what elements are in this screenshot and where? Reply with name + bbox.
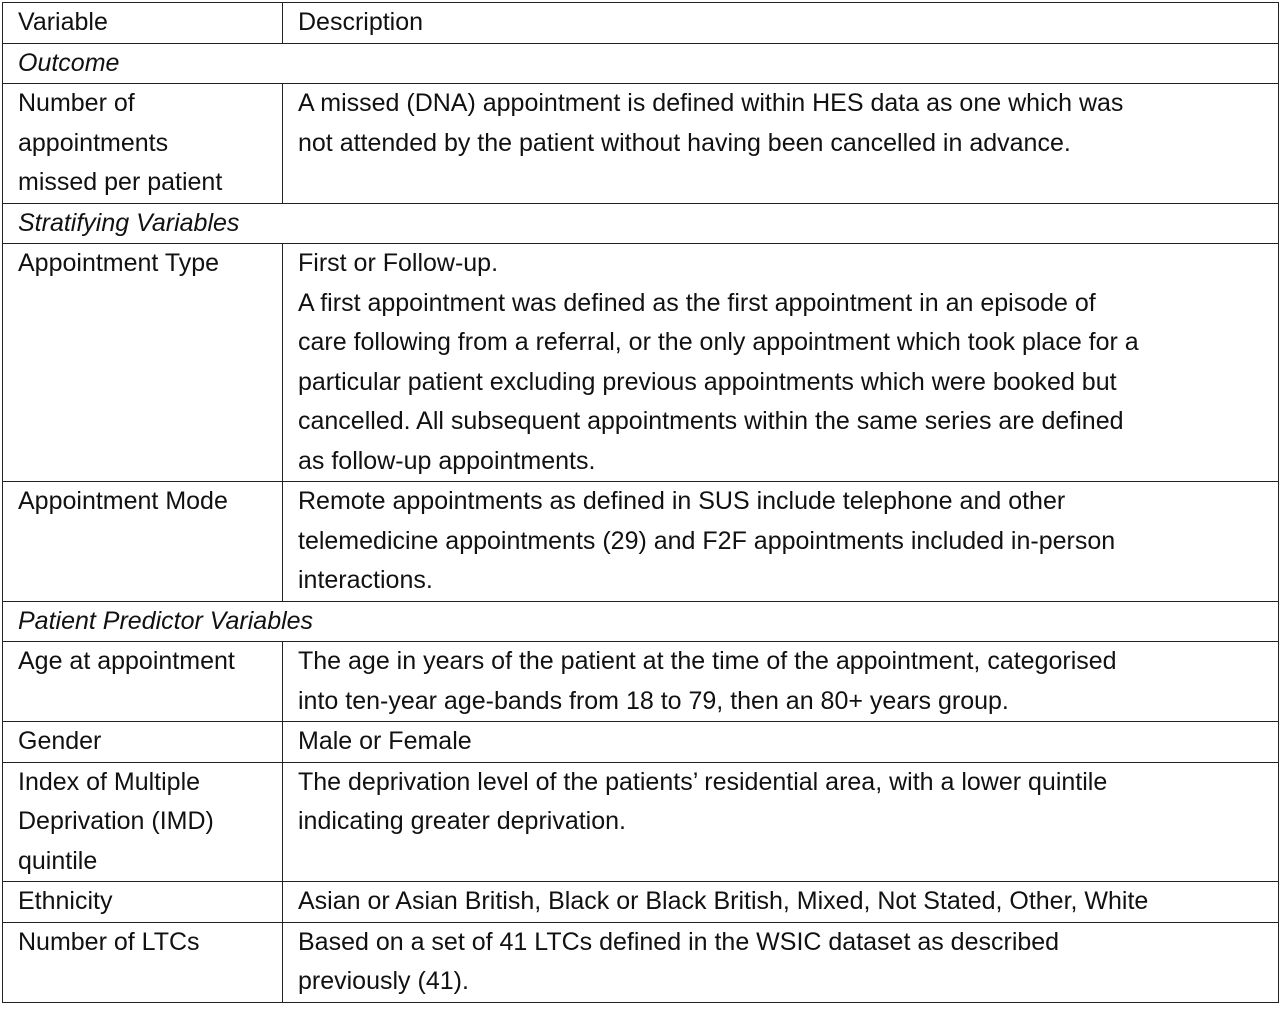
description-line: as follow-up appointments. [298, 446, 596, 475]
description-cell [283, 482, 1279, 602]
section-row-stratifying [3, 203, 1279, 244]
variable-cell: Appointment Type [3, 244, 283, 482]
variable-cell: Gender [3, 722, 283, 763]
variable-line: quintile [18, 846, 98, 875]
table-row-missed [3, 84, 1279, 204]
description-line: particular patient excluding previous appointments which were booked but [298, 367, 1117, 396]
variable-line: Index of Multiple [18, 767, 201, 796]
description-cell: Male or Female [283, 722, 1279, 763]
table-row-appointment-type [3, 244, 1279, 482]
table-row-imd [3, 762, 1279, 882]
header-variable: Variable [3, 3, 283, 44]
section-patient: Patient Predictor Variables [3, 601, 1279, 642]
description-line: cancelled. All subsequent appointments within the same series are defined [298, 407, 1124, 435]
variable-line: Number of [18, 89, 135, 117]
description-line: previously (41). [298, 967, 469, 995]
section-outcome: Outcome [3, 43, 1279, 84]
variable-cell: Number of LTCs [3, 922, 283, 1002]
variable-cell: Appointment Mode [3, 482, 283, 602]
description-line: interactions. [298, 566, 433, 594]
description-line: indicating greater deprivation. [298, 807, 626, 835]
variable-cell [3, 84, 283, 204]
description-line: not attended by the patient without having been cancelled in advance. [298, 128, 1071, 157]
table-header-row [3, 3, 1279, 44]
description-line: A missed (DNA) appointment is defined within HES data as one which was [298, 89, 1124, 117]
section-stratifying: Stratifying Variables [3, 203, 1279, 244]
description-line: The deprivation level of the patients’ residential area, with a lower quintile [298, 767, 1108, 796]
description-cell [283, 922, 1279, 1002]
section-row-patient [3, 601, 1279, 642]
variable-cell: Age at appointment [3, 642, 283, 722]
description-cell [283, 244, 1279, 482]
description-line: A first appointment was defined as the first appointment in an episode of [298, 288, 1096, 317]
description-line: Based on a set of 41 LTCs defined in the WSIC dataset as described [298, 927, 1060, 956]
description-line: into ten-year age-bands from 18 to 79, then an 80+ years group. [298, 686, 1009, 715]
table-row-gender [3, 722, 1279, 763]
variables-table [2, 2, 1279, 1003]
description-line: Remote appointments as defined in SUS include telephone and other [298, 487, 1066, 515]
description-line: First or Follow-up. [298, 249, 499, 277]
description-line: The age in years of the patient at the time of the appointment, categorised [298, 647, 1117, 675]
table-row-ltcs [3, 922, 1279, 1002]
variable-cell [3, 762, 283, 882]
variable-cell: Ethnicity [3, 882, 283, 923]
variable-line: appointments [18, 128, 169, 157]
variable-line: Deprivation (IMD) [18, 807, 214, 835]
description-cell: Asian or Asian British, Black or Black British, Mixed, Not Stated, Other, White [283, 882, 1279, 923]
description-line: care following from a referral, or the only appointment which took place for a [298, 328, 1139, 356]
header-description: Description [283, 3, 1279, 44]
table-row-ethnicity [3, 882, 1279, 923]
table-row-appointment-mode [3, 482, 1279, 602]
description-line: telemedicine appointments (29) and F2F appointments included in-person [298, 526, 1116, 555]
section-row-outcome [3, 43, 1279, 84]
description-cell [283, 84, 1279, 204]
variable-line: missed per patient [18, 168, 223, 196]
description-cell [283, 762, 1279, 882]
description-cell [283, 642, 1279, 722]
table-row-age [3, 642, 1279, 722]
